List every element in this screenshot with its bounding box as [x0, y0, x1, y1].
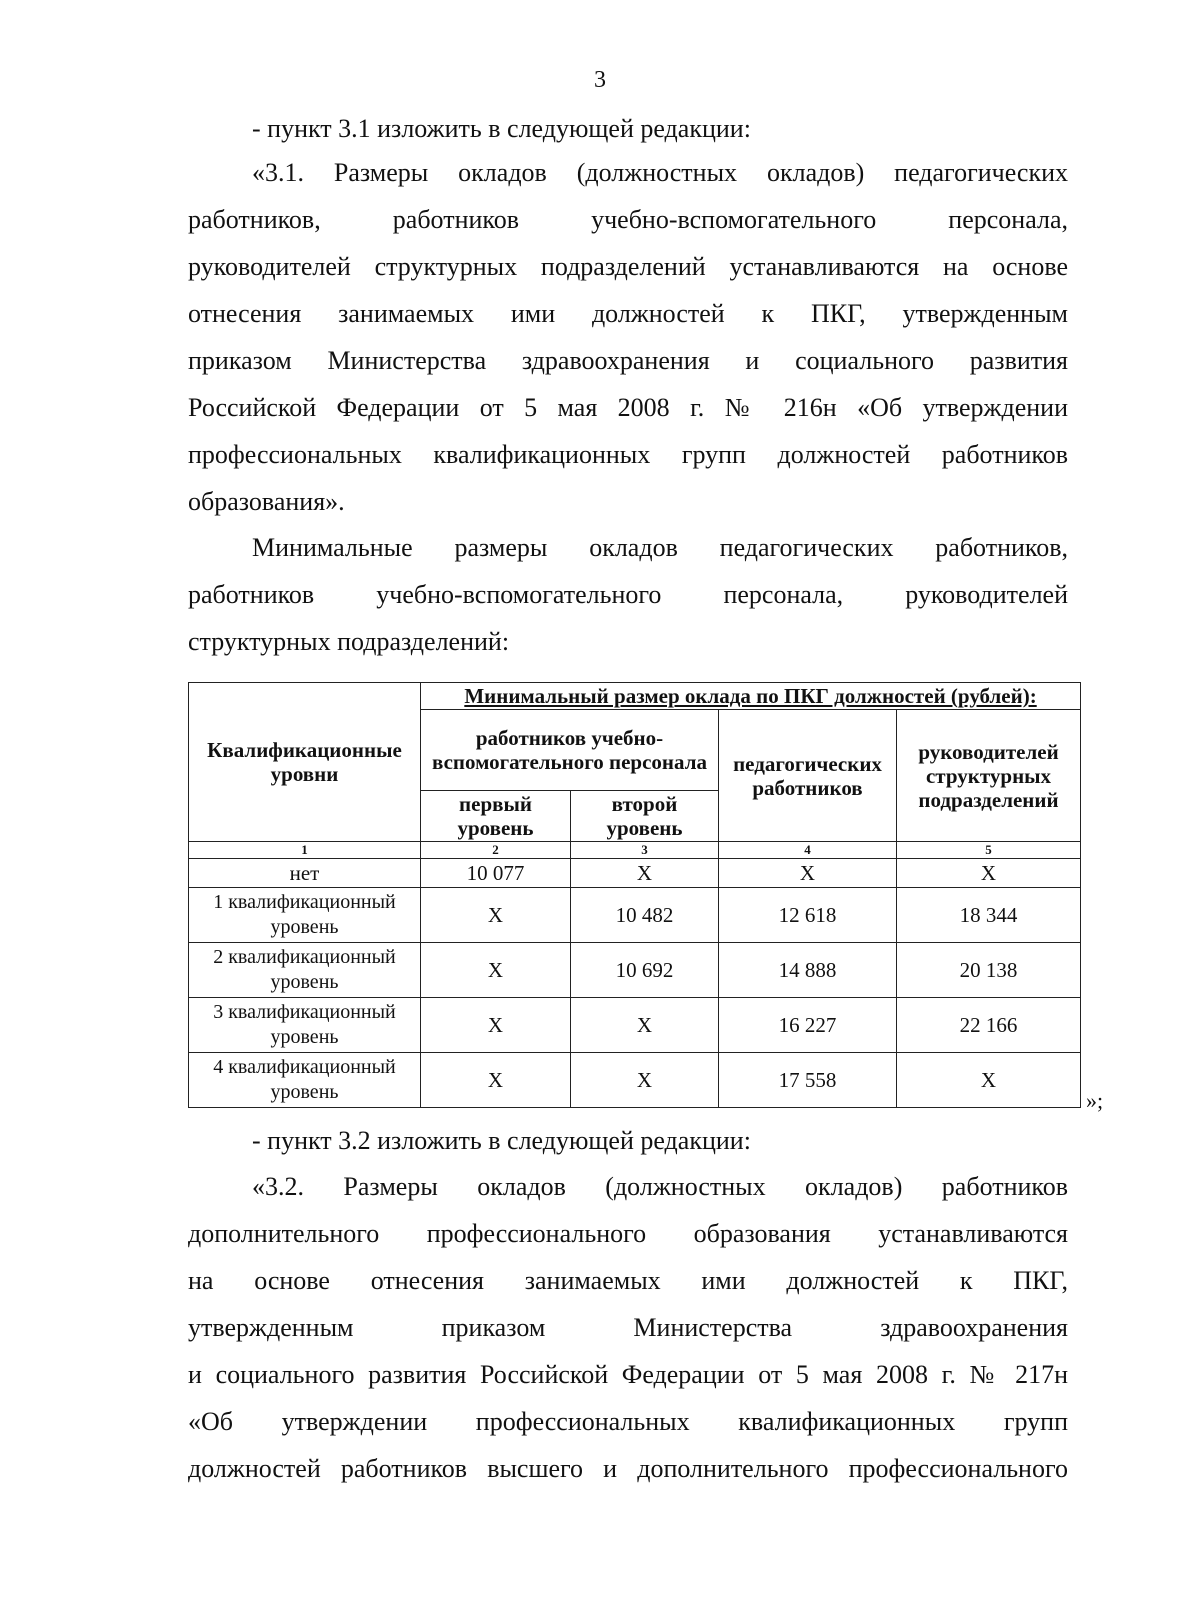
text-line: утвержденным приказом Министерства здравоохранения — [188, 1313, 1068, 1342]
header-heads: руководителей структурных подразделений — [897, 710, 1081, 842]
text-line: структурных подразделений: — [188, 627, 510, 656]
value-cell: 10 692 — [571, 943, 719, 998]
page-number: 3 — [594, 67, 606, 93]
value-cell: 12 618 — [719, 888, 897, 943]
text-line: образования». — [188, 487, 345, 516]
value-cell: Х — [897, 1053, 1081, 1108]
column-number: 4 — [719, 842, 897, 859]
text-line: и социального развития Российской Федерации от 5 мая 2008 г. № 217н — [188, 1360, 1068, 1389]
table-row — [189, 943, 1081, 998]
text-line: работников учебно-вспомогательного персонала, руководителей — [188, 580, 1068, 609]
header-pedagogical: педагогических работников — [719, 710, 897, 842]
value-cell: 10 482 — [571, 888, 719, 943]
column-number: 5 — [897, 842, 1081, 859]
text-line: работников, работников учебно-вспомогательного персонала, — [188, 205, 1068, 234]
value-cell: 10 077 — [421, 859, 571, 888]
text-line: руководителей структурных подразделений устанавливаются на основе — [188, 252, 1068, 281]
value-cell: 18 344 — [897, 888, 1081, 943]
level-cell: 3 квалификационный уровень — [189, 998, 421, 1053]
value-cell: 14 888 — [719, 943, 897, 998]
table-row — [189, 1053, 1081, 1108]
text-line: приказом Министерства здравоохранения и социального развития — [188, 346, 1068, 375]
value-cell: Х — [571, 998, 719, 1053]
table-row — [189, 888, 1081, 943]
value-cell: Х — [421, 1053, 571, 1108]
column-number: 2 — [421, 842, 571, 859]
closing-quote: »; — [1086, 1088, 1104, 1113]
level-cell: 4 квалификационный уровень — [189, 1053, 421, 1108]
value-cell: Х — [571, 1053, 719, 1108]
value-cell: Х — [897, 859, 1081, 888]
column-number-row — [189, 842, 1081, 859]
text-line: «3.2. Размеры окладов (должностных окладов) работников — [252, 1172, 1068, 1201]
amendment-3-2-intro: - пункт 3.2 изложить в следующей редакции: — [252, 1126, 751, 1155]
value-cell: 20 138 — [897, 943, 1081, 998]
text-line: Российской Федерации от 5 мая 2008 г. № 216н «Об утверждении — [188, 393, 1068, 422]
text-line: отнесения занимаемых ими должностей к ПКГ, утвержденным — [188, 299, 1068, 328]
level-cell: нет — [189, 859, 421, 888]
text-line: должностей работников высшего и дополнительного профессионального — [188, 1454, 1068, 1483]
level-cell: 2 квалификационный уровень — [189, 943, 421, 998]
value-cell: Х — [719, 859, 897, 888]
value-cell: 17 558 — [719, 1053, 897, 1108]
header-first-level: первый уровень — [421, 791, 571, 842]
column-number: 3 — [571, 842, 719, 859]
table-row — [189, 998, 1081, 1053]
table-row — [189, 859, 1081, 888]
header-support-staff: работников учебно-вспомогательного персонала — [421, 710, 719, 791]
text-line: профессиональных квалификационных групп должностей работников — [188, 440, 1068, 469]
level-cell: 1 квалификационный уровень — [189, 888, 421, 943]
value-cell: Х — [421, 998, 571, 1053]
text-line: «Об утверждении профессиональных квалификационных групп — [188, 1407, 1068, 1436]
text-line: на основе отнесения занимаемых ими должностей к ПКГ, — [188, 1266, 1068, 1295]
amendment-3-1-intro: - пункт 3.1 изложить в следующей редакции: — [252, 114, 751, 143]
salary-table — [188, 682, 1081, 1108]
header-qual-levels: Квалификационные уровни — [189, 683, 421, 842]
value-cell: 16 227 — [719, 998, 897, 1053]
text-line: «3.1. Размеры окладов (должностных окладов) педагогических — [252, 158, 1068, 187]
value-cell: 22 166 — [897, 998, 1081, 1053]
header-second-level: второй уровень — [571, 791, 719, 842]
text-line: дополнительного профессионального образования устанавливаются — [188, 1219, 1068, 1248]
value-cell: Х — [421, 943, 571, 998]
header-main: Минимальный размер оклада по ПКГ должностей (рублей): — [421, 683, 1081, 710]
value-cell: Х — [571, 859, 719, 888]
value-cell: Х — [421, 888, 571, 943]
column-number: 1 — [189, 842, 421, 859]
text-line: Минимальные размеры окладов педагогических работников, — [252, 533, 1068, 562]
